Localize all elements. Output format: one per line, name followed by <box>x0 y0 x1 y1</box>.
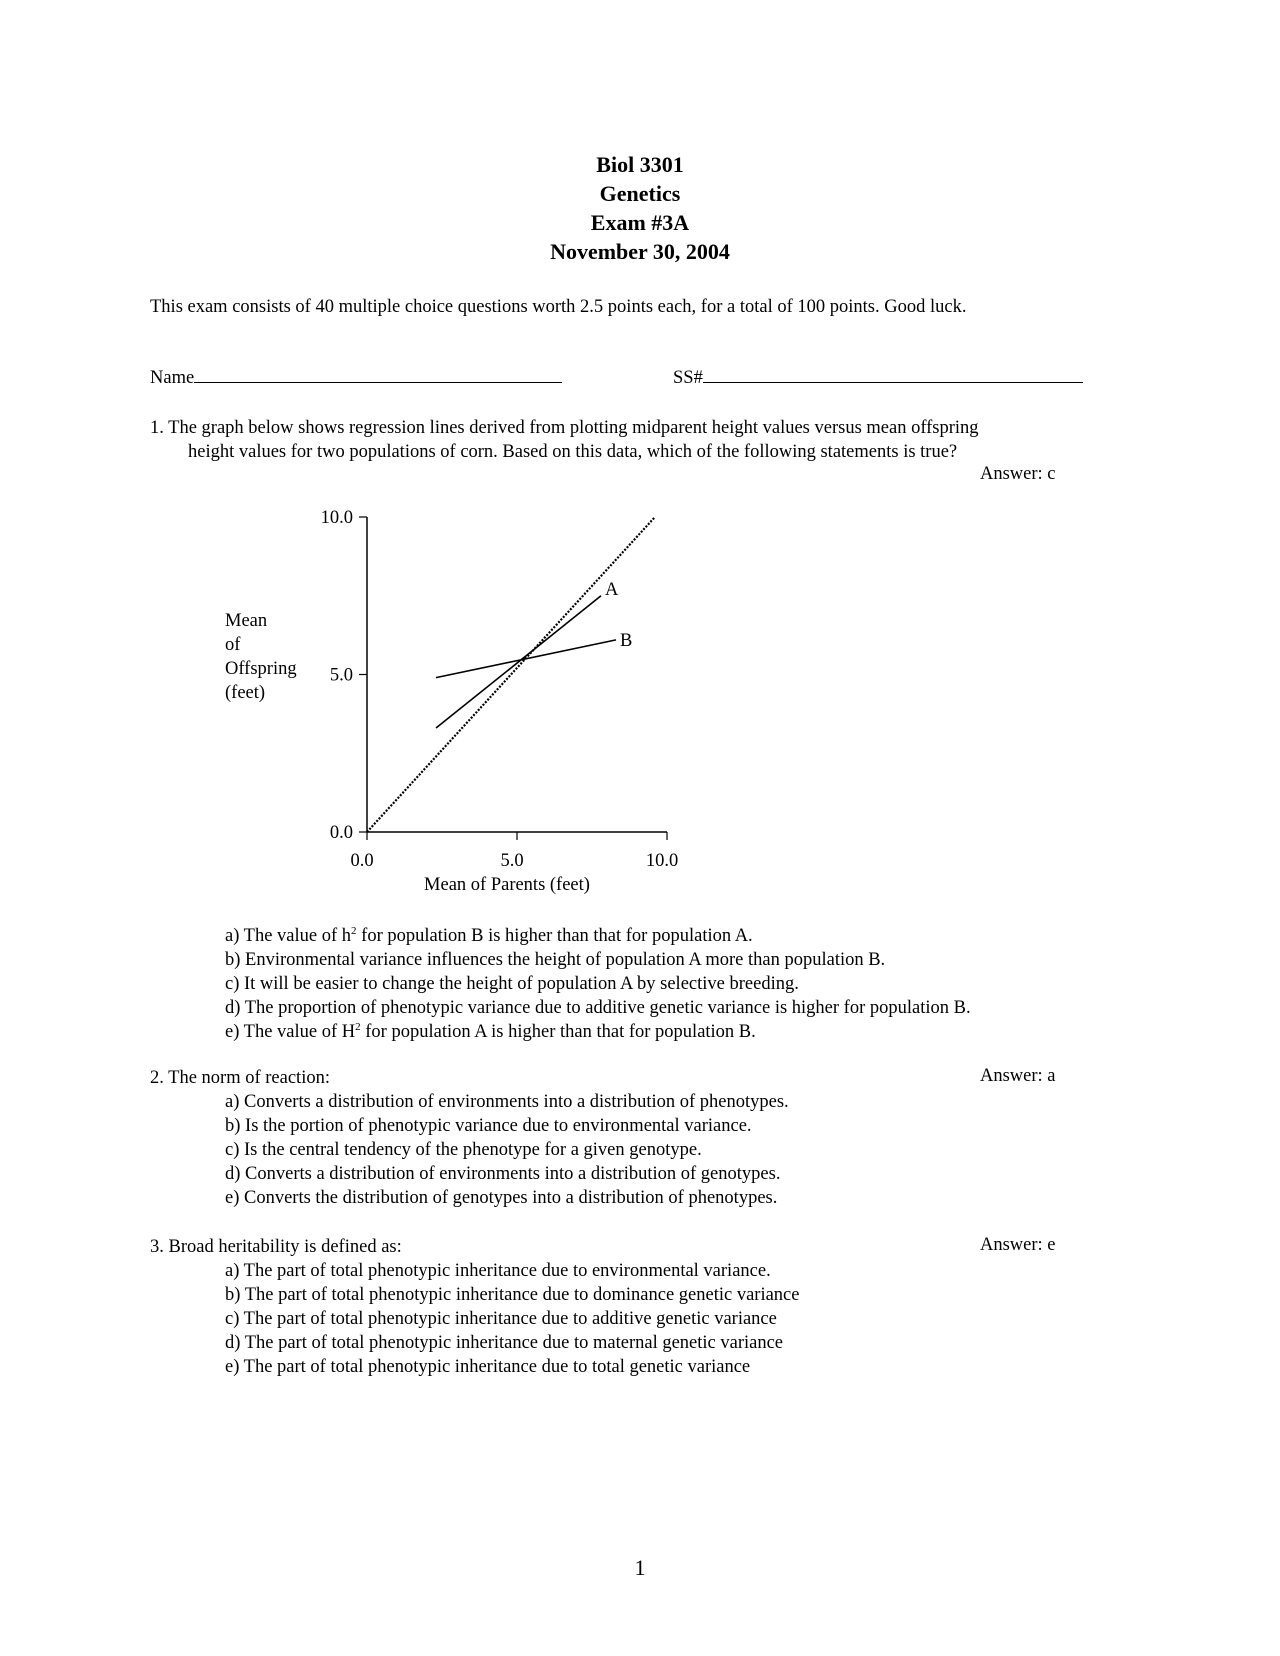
question-1-option-b[interactable]: b) Environmental variance influences the height of population A more than population B. <box>225 950 886 970</box>
question-2-option-c[interactable]: c) Is the central tendency of the phenotype for a given genotype. <box>225 1140 702 1160</box>
exam-title: Exam #3A <box>590 210 690 235</box>
regression-line-b <box>436 640 616 678</box>
question-2-option-d[interactable]: d) Converts a distribution of environments into a distribution of genotypes. <box>225 1164 781 1184</box>
x-tick-label: 0.0 <box>350 851 374 871</box>
question-1-answer: Answer: c <box>980 464 1056 484</box>
question-1-stem-line-2: height values for two populations of corn. Based on this data, which of the following statements is true? <box>188 442 958 462</box>
name-blank[interactable] <box>194 368 562 383</box>
question-2-option-e[interactable]: e) Converts the distribution of genotypes into a distribution of phenotypes. <box>225 1188 778 1208</box>
x-axis-label: Mean of Parents (feet) <box>424 875 590 895</box>
question-1 <box>150 416 1130 464</box>
series-label-b: B <box>620 630 633 651</box>
exam-date: November 30, 2004 <box>550 239 730 264</box>
subject-title: Genetics <box>599 181 681 206</box>
y-tick-label: 10.0 <box>320 508 353 528</box>
y-axis-label-line: of <box>225 635 241 655</box>
course-title: Biol 3301 <box>596 152 684 177</box>
question-2-stem: 2. The norm of reaction: <box>150 1068 330 1088</box>
question-3-option-d[interactable]: d) The part of total phenotypic inheritance due to maternal genetic variance <box>225 1333 784 1353</box>
question-3-option-a[interactable]: a) The part of total phenotypic inheritance due to environmental variance. <box>225 1261 771 1281</box>
page-number: 1 <box>634 1555 646 1580</box>
question-2-answer: Answer: a <box>980 1066 1056 1086</box>
ss-field[interactable] <box>673 368 1083 389</box>
question-1-option-e[interactable]: e) The value of $H^2$ for population A is higher than that for population B. <box>225 1021 756 1042</box>
regression-line-a <box>436 596 601 728</box>
y-tick-label: 5.0 <box>329 665 353 686</box>
exam-instructions: This exam consists of 40 multiple choice questions worth 2.5 points each, for a total of 100 points. Good luck. <box>150 297 967 317</box>
question-3-stem: 3. Broad heritability is defined as: <box>150 1237 402 1257</box>
regression-chart <box>200 500 720 920</box>
question-2-options <box>225 1090 789 1210</box>
y-axis-label-line: Mean <box>225 611 268 631</box>
question-3-option-e[interactable]: e) The part of total phenotypic inheritance due to total genetic variance <box>225 1357 751 1377</box>
ss-label: SS# <box>673 368 703 388</box>
question-2-option-b[interactable]: b) Is the portion of phenotypic variance due to environmental variance. <box>225 1116 752 1136</box>
question-1-option-d[interactable]: d) The proportion of phenotypic variance due to additive genetic variance is higher for population B. <box>225 998 971 1018</box>
y-axis-label-line: Offspring <box>225 659 297 679</box>
reference-line <box>367 517 655 832</box>
question-1-stem-line-1: 1. The graph below shows regression lines derived from plotting midparent height values versus mean offspring <box>150 418 979 438</box>
x-tick-label: 5.0 <box>500 851 524 871</box>
question-3-option-c[interactable]: c) The part of total phenotypic inheritance due to additive genetic variance <box>225 1309 777 1329</box>
y-axis-label-line: (feet) <box>225 683 266 703</box>
series-label-a: A <box>605 579 619 600</box>
question-1-option-c[interactable]: c) It will be easier to change the height of population A by selective breeding. <box>225 974 799 994</box>
question-1-stem <box>150 416 1130 464</box>
question-2-option-a[interactable]: a) Converts a distribution of environments into a distribution of phenotypes. <box>225 1092 789 1112</box>
name-label: Name <box>150 368 195 388</box>
y-tick-label: 0.0 <box>329 823 353 843</box>
question-3-options <box>225 1259 799 1379</box>
question-1-options <box>225 924 971 1044</box>
exam-header <box>0 150 1280 266</box>
question-1-option-a[interactable]: a) The value of $h^2$ for population B is higher than that for population A. <box>225 925 753 946</box>
ss-blank[interactable] <box>703 368 1083 383</box>
question-3-answer: Answer: e <box>980 1235 1056 1255</box>
question-3-option-b[interactable]: b) The part of total phenotypic inheritance due to dominance genetic variance <box>225 1285 800 1305</box>
y-axis-label <box>225 611 297 703</box>
x-tick-label: 10.0 <box>645 851 679 871</box>
name-field[interactable] <box>150 368 562 389</box>
